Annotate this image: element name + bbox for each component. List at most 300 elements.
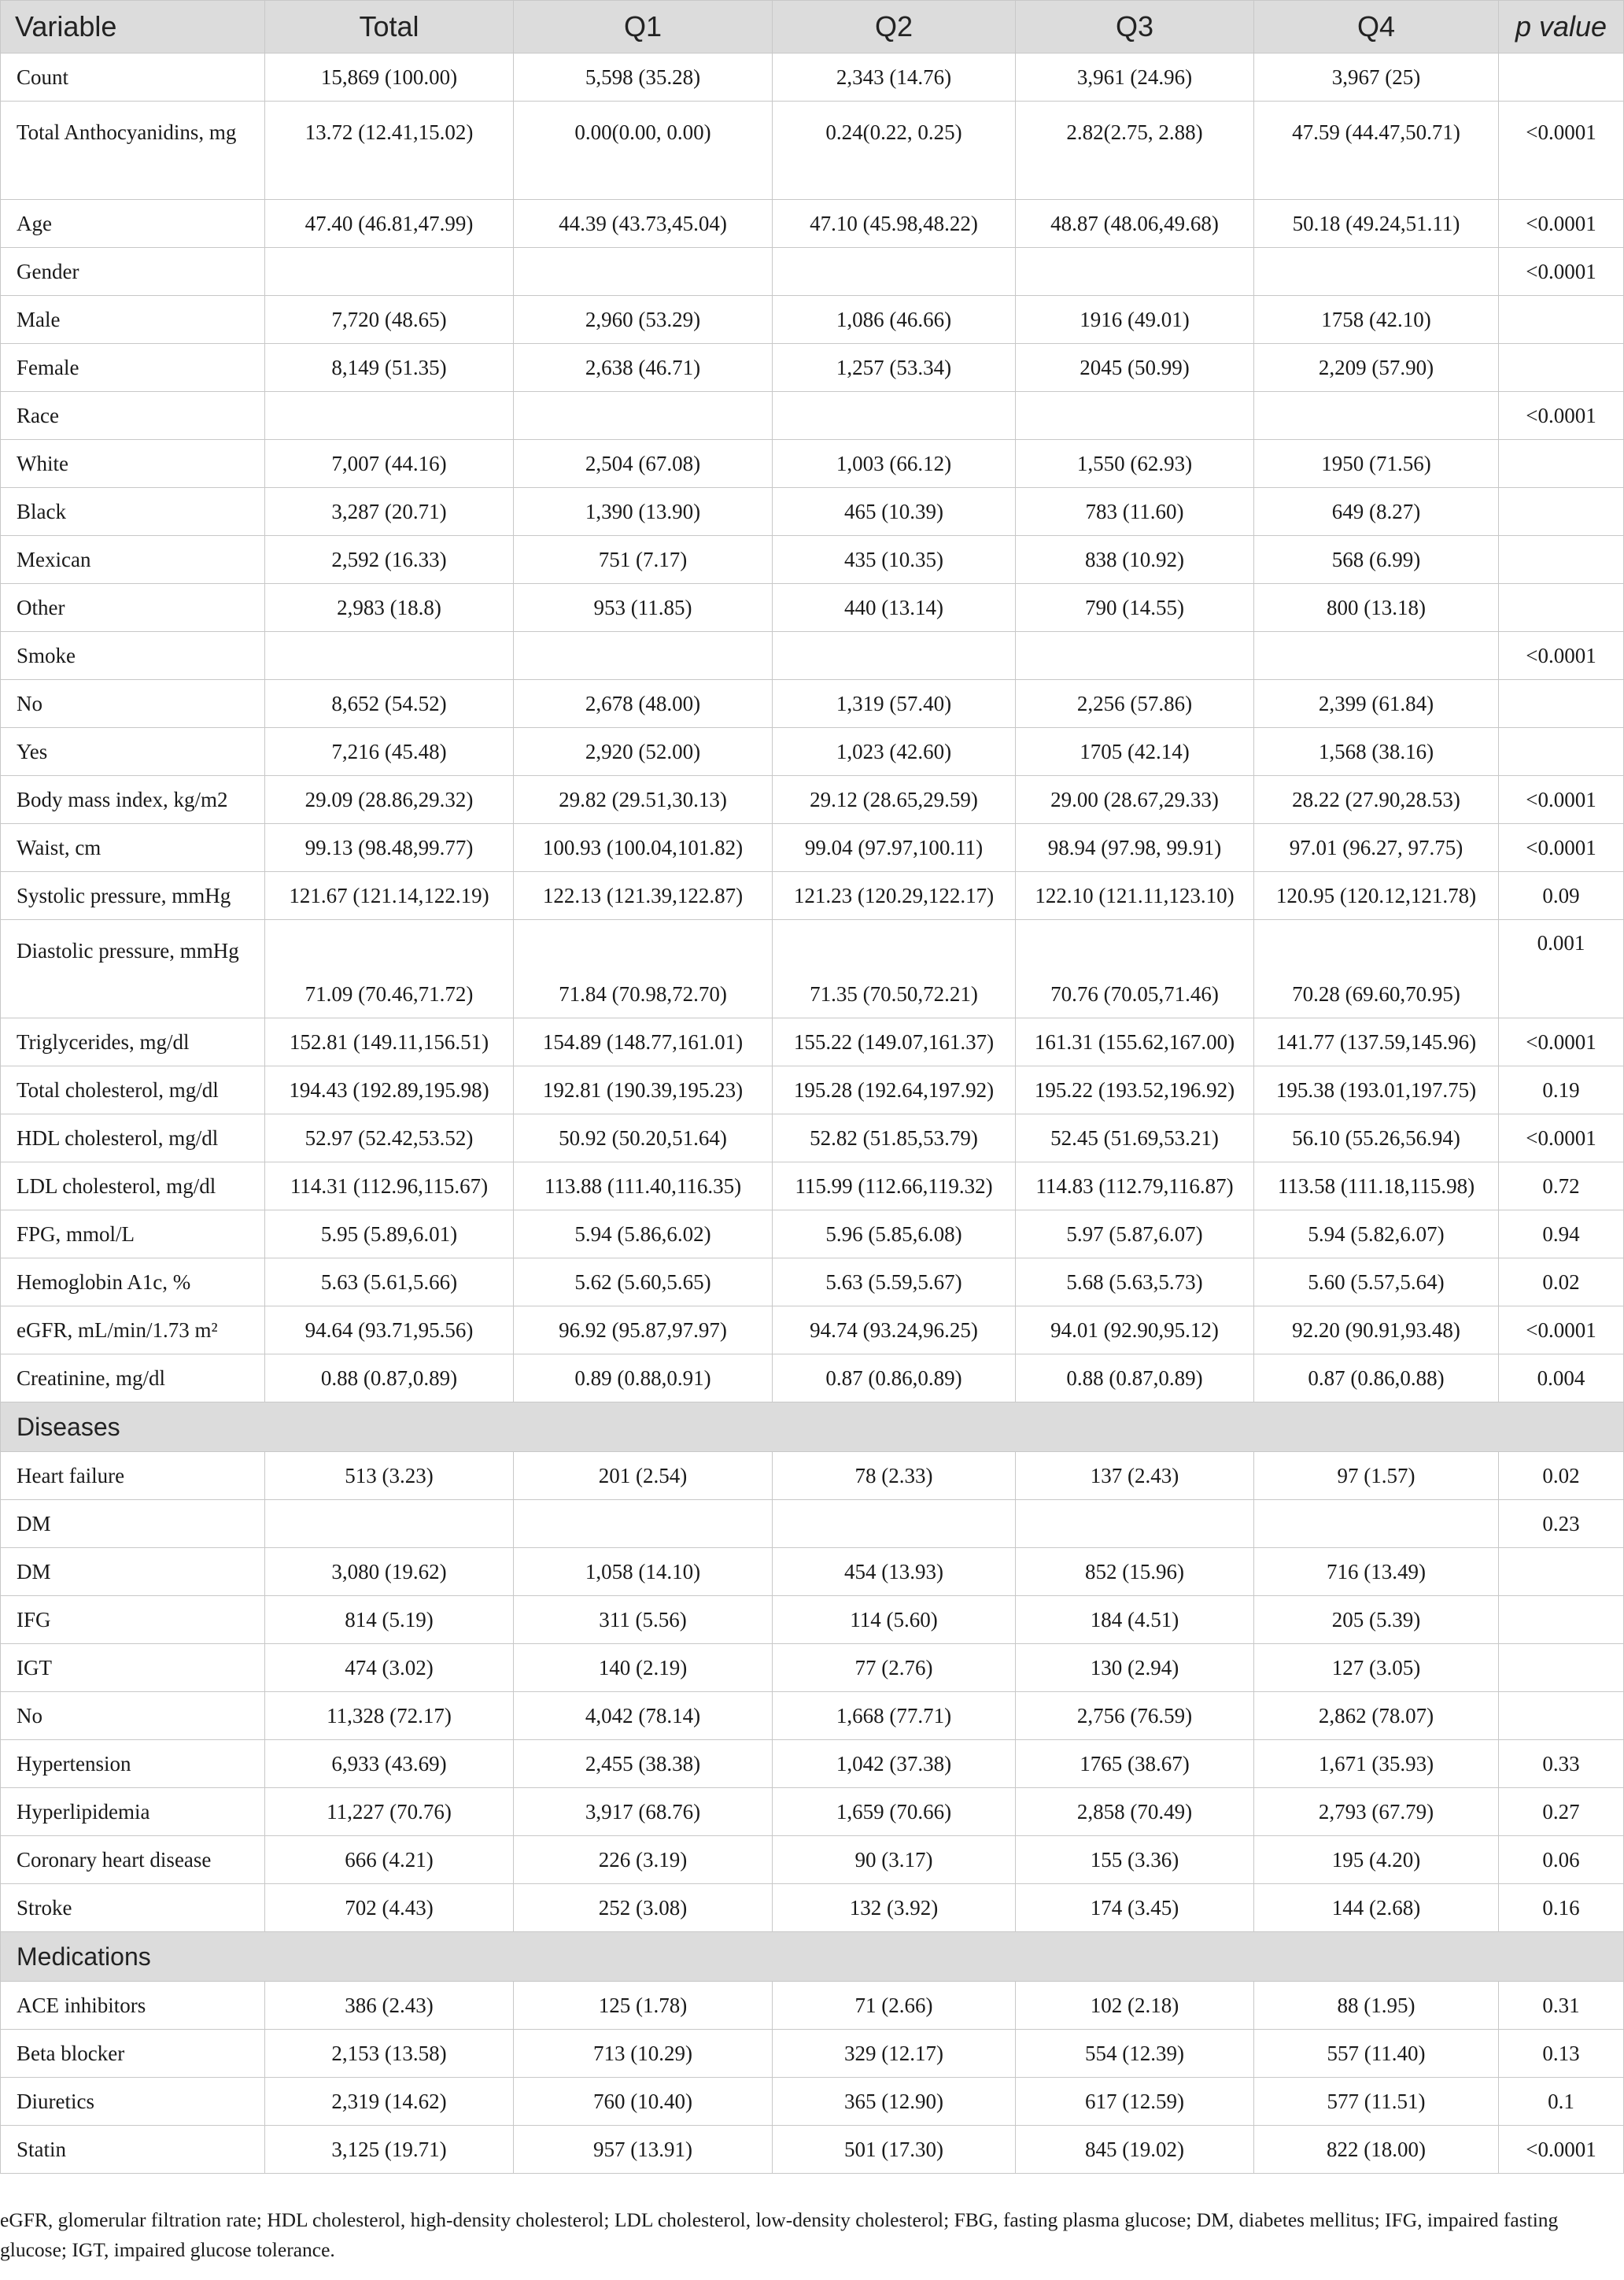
- row-label: Body mass index, kg/m2: [1, 776, 265, 824]
- table-row: [1, 1162, 1624, 1210]
- row-label: eGFR, mL/min/1.73 m²: [1, 1306, 265, 1354]
- cell-p-value: <0.0001: [1499, 200, 1624, 248]
- table-row: [1, 344, 1624, 392]
- header-p-value-text: p value: [1515, 10, 1607, 42]
- row-label: No: [1, 680, 265, 728]
- table-row: [1, 920, 1624, 1018]
- cell-total: 15,869 (100.00): [265, 54, 514, 102]
- row-label: White: [1, 440, 265, 488]
- cell-total: [265, 632, 514, 680]
- cell-p-value: [1499, 440, 1624, 488]
- cell-total: 52.97 (52.42,53.52): [265, 1114, 514, 1162]
- row-label: Race: [1, 392, 265, 440]
- cell-q1: [514, 392, 773, 440]
- table-row: [1, 584, 1624, 632]
- cell-q2: 155.22 (149.07,161.37): [773, 1018, 1016, 1066]
- cell-q4: 144 (2.68): [1254, 1884, 1499, 1932]
- cell-q2: 47.10 (45.98,48.22): [773, 200, 1016, 248]
- row-label: Count: [1, 54, 265, 102]
- table-row: [1, 1788, 1624, 1836]
- cell-q4: 0.87 (0.86,0.88): [1254, 1354, 1499, 1402]
- table-row: [1, 728, 1624, 776]
- cell-total: 513 (3.23): [265, 1452, 514, 1500]
- row-label: Other: [1, 584, 265, 632]
- cell-q4: 649 (8.27): [1254, 488, 1499, 536]
- cell-q4: 56.10 (55.26,56.94): [1254, 1114, 1499, 1162]
- cell-q3: 2045 (50.99): [1016, 344, 1254, 392]
- cell-q2: 0.87 (0.86,0.89): [773, 1354, 1016, 1402]
- header-q2: Q2: [773, 1, 1016, 54]
- cell-total: 94.64 (93.71,95.56): [265, 1306, 514, 1354]
- cell-q1: 2,455 (38.38): [514, 1740, 773, 1788]
- cell-q3: 2,256 (57.86): [1016, 680, 1254, 728]
- cell-p-value: [1499, 536, 1624, 584]
- cell-total: 194.43 (192.89,195.98): [265, 1066, 514, 1114]
- row-label: Smoke: [1, 632, 265, 680]
- table-row: [1, 1210, 1624, 1258]
- cell-total: 152.81 (149.11,156.51): [265, 1018, 514, 1066]
- cell-q4: [1254, 632, 1499, 680]
- cell-total: 121.67 (121.14,122.19): [265, 872, 514, 920]
- cell-q2: 90 (3.17): [773, 1836, 1016, 1884]
- cell-p-value: 0.94: [1499, 1210, 1624, 1258]
- cell-p-value: <0.0001: [1499, 824, 1624, 872]
- cell-q2: 132 (3.92): [773, 1884, 1016, 1932]
- cell-q1: 5.62 (5.60,5.65): [514, 1258, 773, 1306]
- row-label: HDL cholesterol, mg/dl: [1, 1114, 265, 1162]
- cell-q4: 1950 (71.56): [1254, 440, 1499, 488]
- table-row: [1, 680, 1624, 728]
- cell-q2: 1,023 (42.60): [773, 728, 1016, 776]
- cell-q3: 0.88 (0.87,0.89): [1016, 1354, 1254, 1402]
- cell-q2: 1,659 (70.66): [773, 1788, 1016, 1836]
- table-row: [1, 1452, 1624, 1500]
- cell-q1: 0.00(0.00, 0.00): [514, 102, 773, 200]
- table-row: [1, 1548, 1624, 1596]
- table-row: [1, 1114, 1624, 1162]
- cell-q4: 1,568 (38.16): [1254, 728, 1499, 776]
- row-label: Male: [1, 296, 265, 344]
- table-row: [1, 1740, 1624, 1788]
- cell-q4: 5.94 (5.82,6.07): [1254, 1210, 1499, 1258]
- cell-q3: 70.76 (70.05,71.46): [1016, 920, 1254, 1018]
- cell-q4: 800 (13.18): [1254, 584, 1499, 632]
- cell-q1: 125 (1.78): [514, 1982, 773, 2030]
- table-row: [1, 1982, 1624, 2030]
- cell-q2: 71.35 (70.50,72.21): [773, 920, 1016, 1018]
- cell-q2: 195.28 (192.64,197.92): [773, 1066, 1016, 1114]
- cell-q1: 29.82 (29.51,30.13): [514, 776, 773, 824]
- cell-total: [265, 248, 514, 296]
- row-label: Yes: [1, 728, 265, 776]
- cell-q1: 0.89 (0.88,0.91): [514, 1354, 773, 1402]
- cell-total: 666 (4.21): [265, 1836, 514, 1884]
- table-row: [1, 440, 1624, 488]
- cell-q1: 44.39 (43.73,45.04): [514, 200, 773, 248]
- cell-q4: 88 (1.95): [1254, 1982, 1499, 2030]
- cell-total: 11,328 (72.17): [265, 1692, 514, 1740]
- cell-q4: 3,967 (25): [1254, 54, 1499, 102]
- cell-q3: 2.82(2.75, 2.88): [1016, 102, 1254, 200]
- cell-q2: 1,668 (77.71): [773, 1692, 1016, 1740]
- cell-q2: 71 (2.66): [773, 1982, 1016, 2030]
- cell-q1: 2,920 (52.00): [514, 728, 773, 776]
- row-label: Female: [1, 344, 265, 392]
- cell-q1: 2,638 (46.71): [514, 344, 773, 392]
- row-label: Black: [1, 488, 265, 536]
- cell-q1: 50.92 (50.20,51.64): [514, 1114, 773, 1162]
- row-label: Statin: [1, 2126, 265, 2174]
- cell-q3: [1016, 392, 1254, 440]
- row-label: Age: [1, 200, 265, 248]
- cell-total: 5.95 (5.89,6.01): [265, 1210, 514, 1258]
- table-row: [1, 102, 1624, 200]
- cell-q2: 2,343 (14.76): [773, 54, 1016, 102]
- cell-q4: 127 (3.05): [1254, 1644, 1499, 1692]
- cell-q2: 465 (10.39): [773, 488, 1016, 536]
- row-label: Triglycerides, mg/dl: [1, 1018, 265, 1066]
- cell-p-value: 0.09: [1499, 872, 1624, 920]
- table-row: [1, 200, 1624, 248]
- cell-q3: 1916 (49.01): [1016, 296, 1254, 344]
- cell-q2: 52.82 (51.85,53.79): [773, 1114, 1016, 1162]
- row-label: LDL cholesterol, mg/dl: [1, 1162, 265, 1210]
- cell-q4: 716 (13.49): [1254, 1548, 1499, 1596]
- cell-q4: 2,399 (61.84): [1254, 680, 1499, 728]
- row-label: Gender: [1, 248, 265, 296]
- cell-total: 3,080 (19.62): [265, 1548, 514, 1596]
- table-row: [1, 54, 1624, 102]
- cell-q2: 1,319 (57.40): [773, 680, 1016, 728]
- cell-p-value: 0.19: [1499, 1066, 1624, 1114]
- cell-q4: 47.59 (44.47,50.71): [1254, 102, 1499, 200]
- cell-total: 7,216 (45.48): [265, 728, 514, 776]
- header-q1: Q1: [514, 1, 773, 54]
- cell-total: 3,125 (19.71): [265, 2126, 514, 2174]
- row-label: Stroke: [1, 1884, 265, 1932]
- cell-p-value: 0.06: [1499, 1836, 1624, 1884]
- cell-q4: 5.60 (5.57,5.64): [1254, 1258, 1499, 1306]
- cell-p-value: [1499, 584, 1624, 632]
- table-row: [1, 1644, 1624, 1692]
- cell-p-value: [1499, 728, 1624, 776]
- cell-p-value: <0.0001: [1499, 102, 1624, 200]
- table-row: [1, 872, 1624, 920]
- cell-q2: 1,086 (46.66): [773, 296, 1016, 344]
- row-label: Diuretics: [1, 2078, 265, 2126]
- cell-q4: 1758 (42.10): [1254, 296, 1499, 344]
- row-label: Heart failure: [1, 1452, 265, 1500]
- cell-q3: [1016, 632, 1254, 680]
- cell-q3: 122.10 (121.11,123.10): [1016, 872, 1254, 920]
- cell-q4: 97.01 (96.27, 97.75): [1254, 824, 1499, 872]
- row-label: DM: [1, 1548, 265, 1596]
- cell-q4: 92.20 (90.91,93.48): [1254, 1306, 1499, 1354]
- cell-p-value: <0.0001: [1499, 392, 1624, 440]
- cell-q1: 3,917 (68.76): [514, 1788, 773, 1836]
- cell-q2: 5.96 (5.85,6.08): [773, 1210, 1016, 1258]
- cell-p-value: 0.02: [1499, 1258, 1624, 1306]
- cell-q3: 1,550 (62.93): [1016, 440, 1254, 488]
- cell-total: [265, 1500, 514, 1548]
- cell-q4: 97 (1.57): [1254, 1452, 1499, 1500]
- cell-p-value: 0.004: [1499, 1354, 1624, 1402]
- cell-q2: 435 (10.35): [773, 536, 1016, 584]
- cell-q2: 114 (5.60): [773, 1596, 1016, 1644]
- cell-q4: 50.18 (49.24,51.11): [1254, 200, 1499, 248]
- cell-p-value: <0.0001: [1499, 1306, 1624, 1354]
- cell-total: 47.40 (46.81,47.99): [265, 200, 514, 248]
- row-label: IGT: [1, 1644, 265, 1692]
- cell-q3: 783 (11.60): [1016, 488, 1254, 536]
- cell-q2: 115.99 (112.66,119.32): [773, 1162, 1016, 1210]
- cell-q4: 568 (6.99): [1254, 536, 1499, 584]
- cell-q2: 0.24(0.22, 0.25): [773, 102, 1016, 200]
- cell-q4: 205 (5.39): [1254, 1596, 1499, 1644]
- cell-q3: 48.87 (48.06,49.68): [1016, 200, 1254, 248]
- cell-q3: 52.45 (51.69,53.21): [1016, 1114, 1254, 1162]
- cell-p-value: 0.31: [1499, 1982, 1624, 2030]
- cell-q1: [514, 248, 773, 296]
- table-row: [1, 296, 1624, 344]
- cell-q3: 130 (2.94): [1016, 1644, 1254, 1692]
- cell-q2: 99.04 (97.97,100.11): [773, 824, 1016, 872]
- cell-q4: 195.38 (193.01,197.75): [1254, 1066, 1499, 1114]
- cell-p-value: 0.72: [1499, 1162, 1624, 1210]
- section-title: Diseases: [1, 1402, 1624, 1452]
- cell-q3: 617 (12.59): [1016, 2078, 1254, 2126]
- cell-q1: [514, 632, 773, 680]
- cell-q2: 5.63 (5.59,5.67): [773, 1258, 1016, 1306]
- cell-q2: 1,257 (53.34): [773, 344, 1016, 392]
- cell-q1: 5.94 (5.86,6.02): [514, 1210, 773, 1258]
- header-variable: Variable: [1, 1, 265, 54]
- cell-q1: 96.92 (95.87,97.97): [514, 1306, 773, 1354]
- cell-q2: 1,003 (66.12): [773, 440, 1016, 488]
- cell-total: 29.09 (28.86,29.32): [265, 776, 514, 824]
- cell-p-value: [1499, 296, 1624, 344]
- cell-q3: 137 (2.43): [1016, 1452, 1254, 1500]
- table-row: [1, 488, 1624, 536]
- cell-q2: 365 (12.90): [773, 2078, 1016, 2126]
- table-row: [1, 824, 1624, 872]
- cell-q3: 790 (14.55): [1016, 584, 1254, 632]
- cell-q1: 751 (7.17): [514, 536, 773, 584]
- cell-p-value: <0.0001: [1499, 632, 1624, 680]
- cell-total: 71.09 (70.46,71.72): [265, 920, 514, 1018]
- table-row: [1, 1066, 1624, 1114]
- cell-q3: 5.68 (5.63,5.73): [1016, 1258, 1254, 1306]
- table-header-row: [1, 1, 1624, 54]
- table-footnote: eGFR, glomerular filtration rate; HDL cholesterol, high-density cholesterol; LDL cholesterol, low-density cholesterol; FBG, fasting plasma glucose; DM, diabetes mellitus; IFG, impaired fasting glucose; IGT, impaired glucose tolerance.: [0, 2208, 1559, 2261]
- cell-q3: 195.22 (193.52,196.92): [1016, 1066, 1254, 1114]
- cell-total: 2,592 (16.33): [265, 536, 514, 584]
- cell-q2: 77 (2.76): [773, 1644, 1016, 1692]
- table-row: [1, 1258, 1624, 1306]
- cell-p-value: 0.16: [1499, 1884, 1624, 1932]
- cell-q4: 2,862 (78.07): [1254, 1692, 1499, 1740]
- cell-total: 6,933 (43.69): [265, 1740, 514, 1788]
- cell-q3: 554 (12.39): [1016, 2030, 1254, 2078]
- cell-q3: 102 (2.18): [1016, 1982, 1254, 2030]
- cell-q3: 2,756 (76.59): [1016, 1692, 1254, 1740]
- table-row: [1, 1354, 1624, 1402]
- cell-q4: 120.95 (120.12,121.78): [1254, 872, 1499, 920]
- cell-q2: 29.12 (28.65,29.59): [773, 776, 1016, 824]
- cell-total: 5.63 (5.61,5.66): [265, 1258, 514, 1306]
- cell-p-value: [1499, 344, 1624, 392]
- cell-q1: 5,598 (35.28): [514, 54, 773, 102]
- cell-q1: 226 (3.19): [514, 1836, 773, 1884]
- cell-q1: 201 (2.54): [514, 1452, 773, 1500]
- table-row: [1, 248, 1624, 296]
- section-title: Medications: [1, 1932, 1624, 1982]
- cell-q4: [1254, 1500, 1499, 1548]
- cell-q2: 78 (2.33): [773, 1452, 1016, 1500]
- cell-total: 11,227 (70.76): [265, 1788, 514, 1836]
- cell-q4: 557 (11.40): [1254, 2030, 1499, 2078]
- cell-total: 114.31 (112.96,115.67): [265, 1162, 514, 1210]
- cell-p-value: 0.13: [1499, 2030, 1624, 2078]
- cell-q4: 195 (4.20): [1254, 1836, 1499, 1884]
- row-label: Mexican: [1, 536, 265, 584]
- cell-q4: 113.58 (111.18,115.98): [1254, 1162, 1499, 1210]
- row-label: ACE inhibitors: [1, 1982, 265, 2030]
- cell-p-value: <0.0001: [1499, 1018, 1624, 1066]
- cell-total: 814 (5.19): [265, 1596, 514, 1644]
- cell-q3: [1016, 248, 1254, 296]
- cell-q3: 114.83 (112.79,116.87): [1016, 1162, 1254, 1210]
- row-label: Total Anthocyanidins, mg: [1, 102, 265, 200]
- cell-q1: 113.88 (111.40,116.35): [514, 1162, 773, 1210]
- cell-q4: 2,793 (67.79): [1254, 1788, 1499, 1836]
- cell-q2: 440 (13.14): [773, 584, 1016, 632]
- header-total: Total: [265, 1, 514, 54]
- cell-p-value: 0.02: [1499, 1452, 1624, 1500]
- cell-q1: 154.89 (148.77,161.01): [514, 1018, 773, 1066]
- cell-q4: 1,671 (35.93): [1254, 1740, 1499, 1788]
- cell-q1: 760 (10.40): [514, 2078, 773, 2126]
- cell-q4: 70.28 (69.60,70.95): [1254, 920, 1499, 1018]
- cell-q2: [773, 1500, 1016, 1548]
- cell-p-value: [1499, 1644, 1624, 1692]
- cell-q3: 852 (15.96): [1016, 1548, 1254, 1596]
- cell-q3: 155 (3.36): [1016, 1836, 1254, 1884]
- cell-q3: [1016, 1500, 1254, 1548]
- cell-q1: 100.93 (100.04,101.82): [514, 824, 773, 872]
- cell-q4: 822 (18.00): [1254, 2126, 1499, 2174]
- row-label: Diastolic pressure, mmHg: [1, 920, 265, 1018]
- cell-p-value: [1499, 680, 1624, 728]
- cell-p-value: [1499, 1596, 1624, 1644]
- table-row: [1, 392, 1624, 440]
- cell-q1: 2,960 (53.29): [514, 296, 773, 344]
- cell-q1: 713 (10.29): [514, 2030, 773, 2078]
- cell-q1: 140 (2.19): [514, 1644, 773, 1692]
- row-label: Total cholesterol, mg/dl: [1, 1066, 265, 1114]
- cell-q3: 2,858 (70.49): [1016, 1788, 1254, 1836]
- row-label: Systolic pressure, mmHg: [1, 872, 265, 920]
- cell-total: 2,983 (18.8): [265, 584, 514, 632]
- row-label: Hyperlipidemia: [1, 1788, 265, 1836]
- row-label: FPG, mmol/L: [1, 1210, 265, 1258]
- cell-total: 7,720 (48.65): [265, 296, 514, 344]
- cell-q4: [1254, 248, 1499, 296]
- cell-p-value: 0.23: [1499, 1500, 1624, 1548]
- row-label: Coronary heart disease: [1, 1836, 265, 1884]
- cell-total: 386 (2.43): [265, 1982, 514, 2030]
- cell-q1: 4,042 (78.14): [514, 1692, 773, 1740]
- cell-p-value: 0.27: [1499, 1788, 1624, 1836]
- cell-p-value: <0.0001: [1499, 1114, 1624, 1162]
- row-label: Waist, cm: [1, 824, 265, 872]
- cell-q2: [773, 248, 1016, 296]
- header-p-value: [1499, 1, 1624, 54]
- cell-q3: 29.00 (28.67,29.33): [1016, 776, 1254, 824]
- table-row: [1, 776, 1624, 824]
- table-row: [1, 1018, 1624, 1066]
- row-label: DM: [1, 1500, 265, 1548]
- table-row: [1, 536, 1624, 584]
- cell-p-value: [1499, 1548, 1624, 1596]
- cell-q3: 5.97 (5.87,6.07): [1016, 1210, 1254, 1258]
- cell-q2: 501 (17.30): [773, 2126, 1016, 2174]
- cell-q1: 2,504 (67.08): [514, 440, 773, 488]
- cell-total: 2,153 (13.58): [265, 2030, 514, 2078]
- table-row: [1, 1692, 1624, 1740]
- cell-q1: 311 (5.56): [514, 1596, 773, 1644]
- cell-q3: 94.01 (92.90,95.12): [1016, 1306, 1254, 1354]
- cell-total: 474 (3.02): [265, 1644, 514, 1692]
- row-label: Hypertension: [1, 1740, 265, 1788]
- cell-q3: 838 (10.92): [1016, 536, 1254, 584]
- cell-q3: 174 (3.45): [1016, 1884, 1254, 1932]
- cell-total: 8,149 (51.35): [265, 344, 514, 392]
- table-row: [1, 1596, 1624, 1644]
- cell-q1: 252 (3.08): [514, 1884, 773, 1932]
- cell-total: 8,652 (54.52): [265, 680, 514, 728]
- cell-total: 2,319 (14.62): [265, 2078, 514, 2126]
- cell-q1: 71.84 (70.98,72.70): [514, 920, 773, 1018]
- row-label: Creatinine, mg/dl: [1, 1354, 265, 1402]
- cell-p-value: [1499, 54, 1624, 102]
- cell-q4: 141.77 (137.59,145.96): [1254, 1018, 1499, 1066]
- cell-p-value: <0.0001: [1499, 2126, 1624, 2174]
- cell-total: [265, 392, 514, 440]
- table-row: [1, 1500, 1624, 1548]
- row-label: Hemoglobin A1c, %: [1, 1258, 265, 1306]
- header-q4: Q4: [1254, 1, 1499, 54]
- cell-q2: 454 (13.93): [773, 1548, 1016, 1596]
- cell-q3: 98.94 (97.98, 99.91): [1016, 824, 1254, 872]
- cell-q2: [773, 632, 1016, 680]
- cell-q4: 2,209 (57.90): [1254, 344, 1499, 392]
- cell-q1: 1,390 (13.90): [514, 488, 773, 536]
- cell-p-value: 0.1: [1499, 2078, 1624, 2126]
- cell-p-value: 0.001: [1499, 920, 1624, 1018]
- cell-total: 13.72 (12.41,15.02): [265, 102, 514, 200]
- cell-total: 7,007 (44.16): [265, 440, 514, 488]
- cell-total: 3,287 (20.71): [265, 488, 514, 536]
- table-row: [1, 2078, 1624, 2126]
- cell-q1: 2,678 (48.00): [514, 680, 773, 728]
- cell-p-value: [1499, 488, 1624, 536]
- section-header-row: [1, 1402, 1624, 1452]
- cell-q4: [1254, 392, 1499, 440]
- cell-q2: [773, 392, 1016, 440]
- cell-q3: 3,961 (24.96): [1016, 54, 1254, 102]
- cell-q3: 1765 (38.67): [1016, 1740, 1254, 1788]
